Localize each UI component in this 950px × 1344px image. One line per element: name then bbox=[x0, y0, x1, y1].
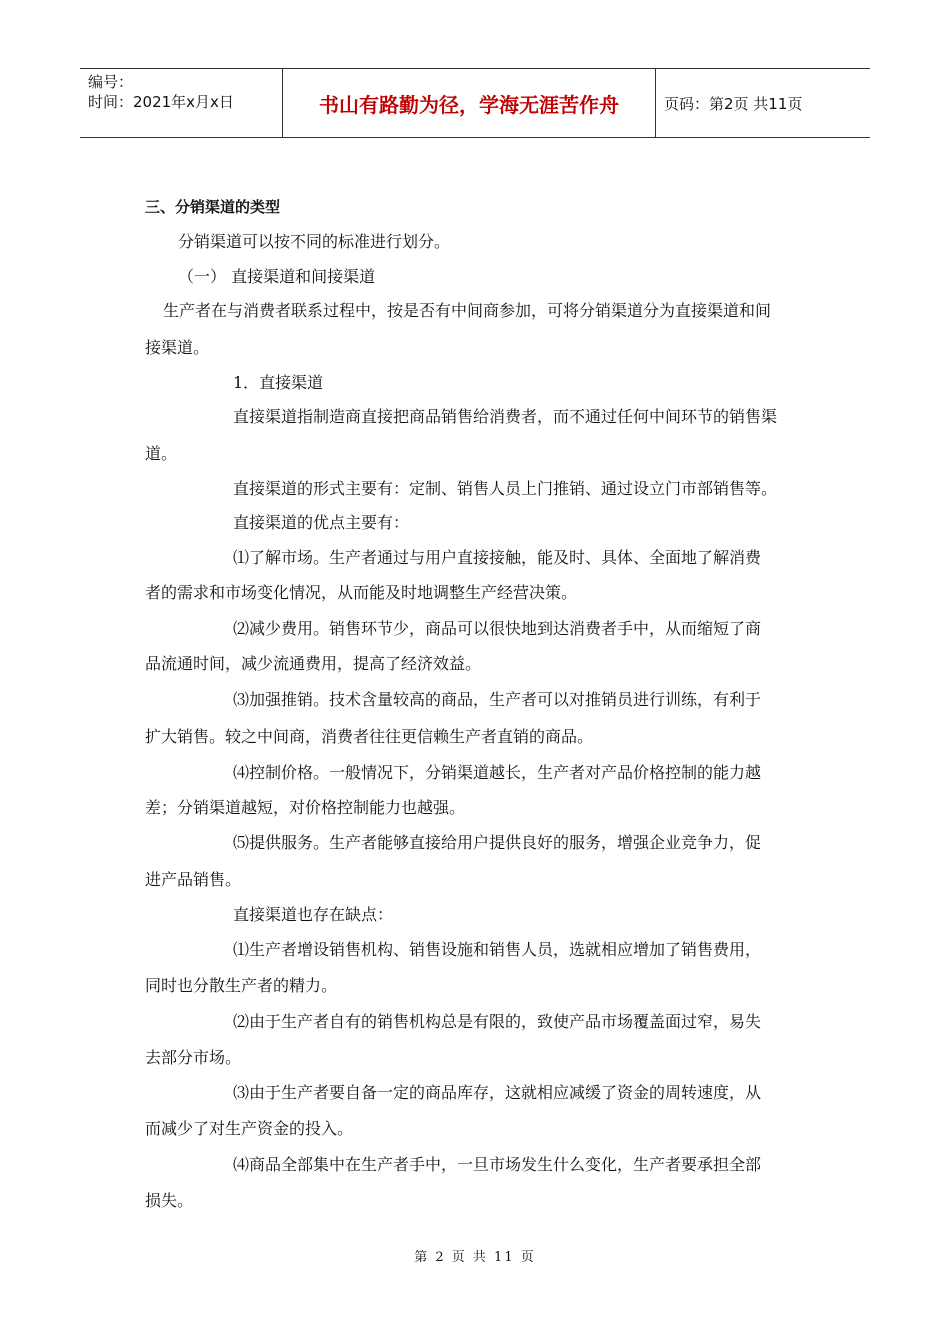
paragraph-line: ⑵减少费用。销售环节少，商品可以很快地到达消费者手中，从而缩短了商 bbox=[233, 619, 762, 638]
paragraph-line: ⑶加强推销。技术含量较高的商品，生产者可以对推销员进行训练，有利于 bbox=[233, 690, 762, 709]
paragraph-line: ⑴生产者增设销售机构、销售设施和销售人员，选就相应增加了销售费用， bbox=[233, 940, 762, 959]
paragraph-line: 分销渠道可以按不同的标准进行划分。 bbox=[178, 232, 451, 251]
paragraph-line: 者的需求和市场变化情况，从而能及时地调整生产经营决策。 bbox=[145, 583, 578, 602]
paragraph-line: 而减少了对生产资金的投入。 bbox=[145, 1119, 354, 1138]
paragraph-line: ⑵由于生产者自有的销售机构总是有限的，致使产品市场覆盖面过窄，易失 bbox=[233, 1012, 762, 1031]
header-motto: 书山有路勤为径，学海无涯苦作舟 bbox=[282, 69, 656, 137]
section-title: 三、分销渠道的类型 bbox=[145, 198, 281, 216]
paragraph-line: 直接渠道的形式主要有：定制、销售人员上门推销、通过设立门市部销售等。 bbox=[233, 479, 778, 498]
subsection-title: （一） 直接渠道和间接渠道 bbox=[178, 267, 376, 286]
paragraph-line: 道。 bbox=[145, 444, 178, 463]
paragraph-line: 差；分销渠道越短，对价格控制能力也越强。 bbox=[145, 798, 466, 817]
paragraph-line: 扩大销售。较之中间商，消费者往往更信赖生产者直销的商品。 bbox=[145, 727, 594, 746]
header-meta bbox=[80, 69, 282, 137]
paragraph-line: 品流通时间，减少流通费用，提高了经济效益。 bbox=[145, 654, 482, 673]
paragraph-line: ⑷商品全部集中在生产者手中，一旦市场发生什么变化，生产者要承担全部 bbox=[233, 1155, 762, 1174]
paragraph-line: 损失。 bbox=[145, 1191, 194, 1210]
paragraph-line: 进产品销售。 bbox=[145, 870, 242, 889]
document-time-label: 时间：2021年x月x日 bbox=[88, 93, 234, 111]
subsection-title: 1．直接渠道 bbox=[233, 373, 324, 392]
paragraph-line: 去部分市场。 bbox=[145, 1048, 242, 1067]
document-number-label: 编号： bbox=[88, 73, 134, 91]
paragraph-line: 同时也分散生产者的精力。 bbox=[145, 976, 338, 995]
paragraph-line: ⑴了解市场。生产者通过与用户直接接触，能及时、具体、全面地了解消费 bbox=[233, 548, 762, 567]
paragraph-line: 生产者在与消费者联系过程中，按是否有中间商参加，可将分销渠道分为直接渠道和间 bbox=[163, 301, 772, 320]
paragraph-line: 直接渠道指制造商直接把商品销售给消费者，而不通过任何中间环节的销售渠 bbox=[233, 407, 778, 426]
page-footer: 第 2 页 共 11 页 bbox=[414, 1250, 536, 1265]
paragraph-line: ⑷控制价格。一般情况下，分销渠道越长，生产者对产品价格控制的能力越 bbox=[233, 763, 762, 782]
paragraph-line: 直接渠道也存在缺点： bbox=[233, 905, 394, 924]
paragraph-line: 接渠道。 bbox=[145, 338, 210, 357]
header-page-number: 页码：第2页 共11页 bbox=[664, 94, 803, 113]
paragraph-line: ⑶由于生产者要自备一定的商品库存，这就相应减缓了资金的周转速度，从 bbox=[233, 1083, 762, 1102]
page-header bbox=[80, 68, 870, 138]
paragraph-line: ⑸提供服务。生产者能够直接给用户提供良好的服务，增强企业竞争力，促 bbox=[233, 833, 762, 852]
paragraph-line: 直接渠道的优点主要有： bbox=[233, 513, 410, 532]
